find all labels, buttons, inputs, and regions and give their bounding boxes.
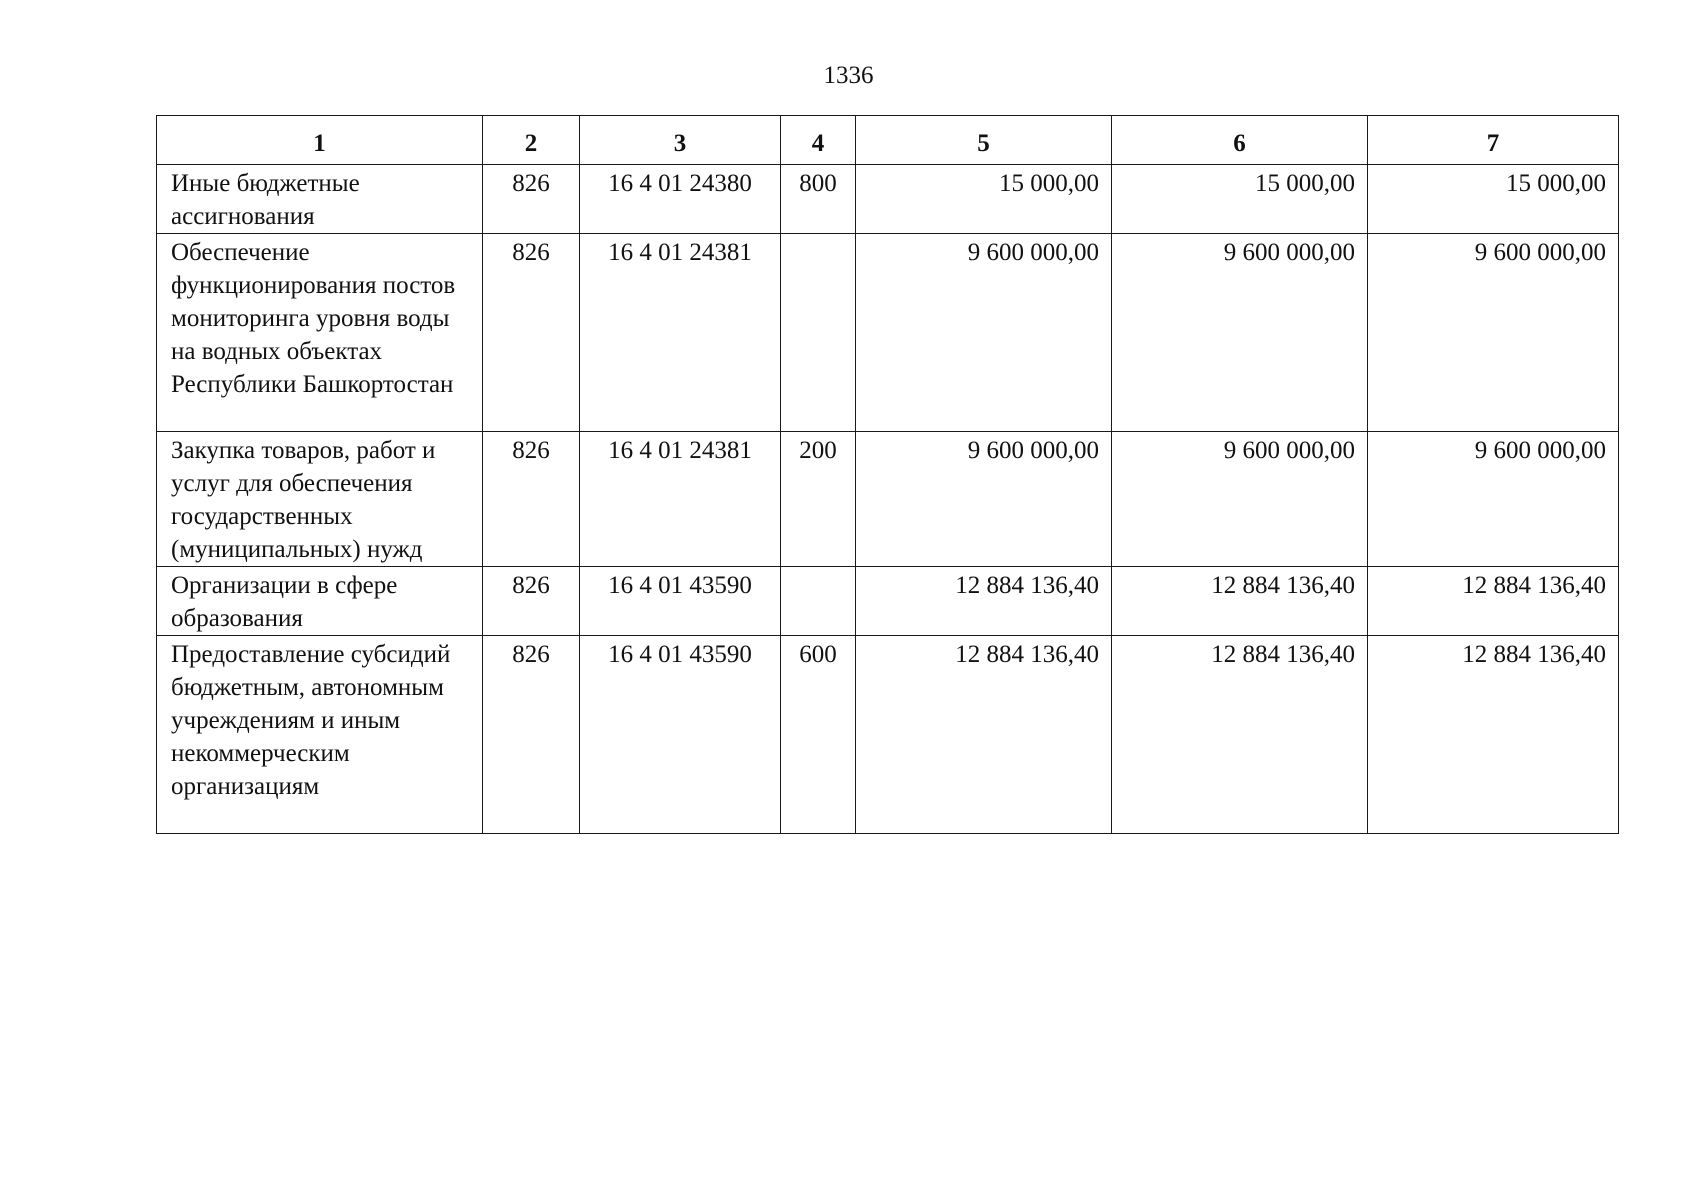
header-col-2: 2	[483, 116, 580, 165]
row-code: 826	[483, 165, 580, 234]
row-value-5: 9 600 000,00	[856, 234, 1112, 432]
row-article: 16 4 01 43590	[580, 636, 781, 834]
row-name: Организации в сфере образования	[157, 567, 483, 636]
table-row	[157, 432, 1619, 567]
row-value-7: 15 000,00	[1368, 165, 1619, 234]
row-type: 800	[781, 165, 856, 234]
header-col-7: 7	[1368, 116, 1619, 165]
row-name: Закупка товаров, работ и услуг для обеспечения государственных (муниципальных) нужд	[157, 432, 483, 567]
row-value-6: 9 600 000,00	[1112, 234, 1368, 432]
row-code: 826	[483, 234, 580, 432]
row-value-5: 12 884 136,40	[856, 567, 1112, 636]
row-value-5: 12 884 136,40	[856, 636, 1112, 834]
header-col-1: 1	[157, 116, 483, 165]
header-col-5: 5	[856, 116, 1112, 165]
row-article: 16 4 01 24381	[580, 234, 781, 432]
row-type	[781, 234, 856, 432]
row-type: 600	[781, 636, 856, 834]
row-type	[781, 567, 856, 636]
row-article: 16 4 01 24380	[580, 165, 781, 234]
row-value-6: 15 000,00	[1112, 165, 1368, 234]
row-value-7: 9 600 000,00	[1368, 234, 1619, 432]
table-row	[157, 234, 1619, 432]
row-value-6: 9 600 000,00	[1112, 432, 1368, 567]
header-col-6: 6	[1112, 116, 1368, 165]
row-value-6: 12 884 136,40	[1112, 567, 1368, 636]
row-type: 200	[781, 432, 856, 567]
row-article: 16 4 01 43590	[580, 567, 781, 636]
row-article: 16 4 01 24381	[580, 432, 781, 567]
row-value-5: 9 600 000,00	[856, 432, 1112, 567]
header-col-3: 3	[580, 116, 781, 165]
table-row	[157, 636, 1619, 834]
row-value-7: 12 884 136,40	[1368, 567, 1619, 636]
row-value-5: 15 000,00	[856, 165, 1112, 234]
row-name: Иные бюджетные ассигнования	[157, 165, 483, 234]
budget-table	[156, 115, 1619, 834]
table-row	[157, 165, 1619, 234]
page-number: 1336	[823, 62, 874, 89]
header-col-4: 4	[781, 116, 856, 165]
row-name: Обеспечение функционирования постов мониторинга уровня воды на водных объектах Республики Башкортостан	[157, 234, 483, 432]
table-row	[157, 567, 1619, 636]
row-value-6: 12 884 136,40	[1112, 636, 1368, 834]
row-code: 826	[483, 567, 580, 636]
row-name: Предоставление субсидий бюджетным, автономным учреждениям и иным некоммерческим организациям	[157, 636, 483, 834]
row-code: 826	[483, 636, 580, 834]
table-header-row	[157, 116, 1619, 165]
row-code: 826	[483, 432, 580, 567]
row-value-7: 12 884 136,40	[1368, 636, 1619, 834]
row-value-7: 9 600 000,00	[1368, 432, 1619, 567]
